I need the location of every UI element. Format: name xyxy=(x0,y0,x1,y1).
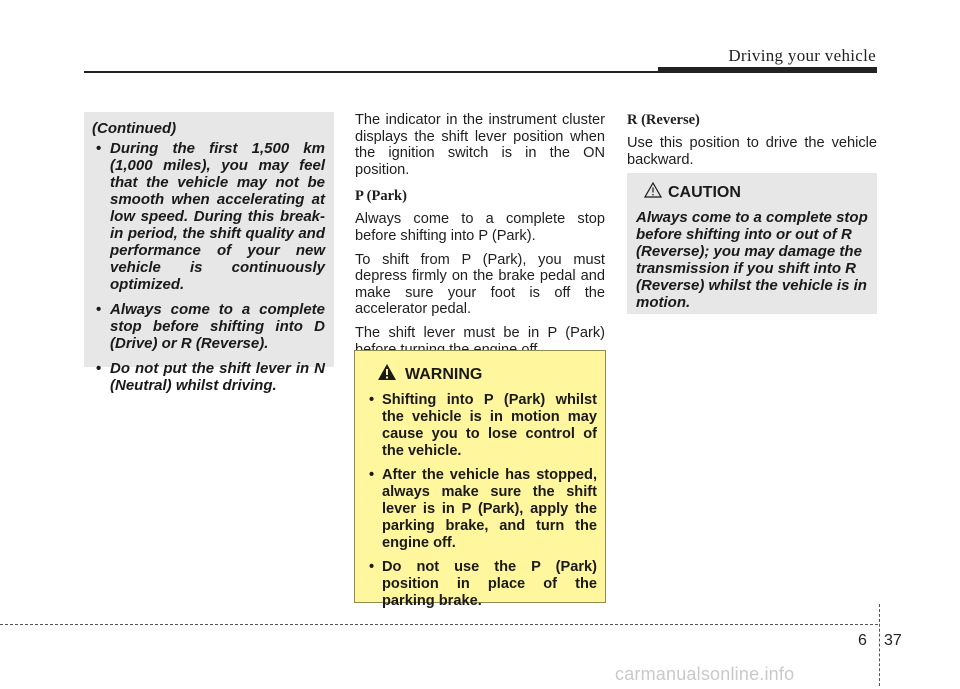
caution-box xyxy=(627,173,877,314)
continued-note-box xyxy=(84,112,334,394)
chapter-number: 6 xyxy=(858,632,867,649)
warning-triangle-icon xyxy=(377,363,397,386)
warning-box xyxy=(354,350,606,609)
caution-text: Always come to a complete stop before shifting into or out of R (Reverse); you may damage the transmission if you shift into R (Reverse) whilst the vehicle is in motion. xyxy=(636,209,868,311)
park-heading: P (Park) xyxy=(355,188,407,205)
continued-item: • Always come to a complete stop before shifting into D (Drive) or R (Reverse). xyxy=(92,301,325,352)
continued-item: • Do not put the shift lever in N (Neutral) whilst driving. xyxy=(92,360,325,394)
park-paragraph: The shift lever must be in P (Park) xyxy=(355,324,605,341)
park-paragraph: Always come to a complete stop before shifting into P (Park). xyxy=(355,211,605,244)
reverse-heading: R (Reverse) xyxy=(627,112,700,128)
watermark: carmanualsonline.info xyxy=(615,664,795,684)
page-number: 37 xyxy=(884,632,902,649)
caution-label: CAUTION xyxy=(668,183,741,201)
continued-title: (Continued) xyxy=(92,120,177,137)
middle-column xyxy=(355,112,605,365)
caution-triangle-icon xyxy=(644,182,662,203)
footer-divider xyxy=(879,604,880,686)
page-section-title: Driving your vehicle xyxy=(728,46,876,65)
continued-list xyxy=(92,140,325,394)
warning-header xyxy=(377,363,597,386)
warning-item: • After the vehicle has stopped, always make sure the shift lever is in P (Park), apply the parking brake, and turn the engine off. xyxy=(365,467,597,552)
indicator-intro: The indicator in the instrument cluster displays the shift lever position when the ignition switch is in the ON position. xyxy=(355,112,605,178)
park-paragraph: To shift from P (Park), you must depress firmly on the brake pedal and make sure your foot is off the accelerator pedal. xyxy=(355,251,605,318)
warning-list xyxy=(365,392,597,610)
warning-label: WARNING xyxy=(405,365,483,383)
footer-rule xyxy=(0,624,878,625)
right-column xyxy=(627,112,877,175)
reverse-paragraph: Use this position to drive the vehicle backward. xyxy=(627,135,877,168)
caution-header xyxy=(644,182,869,203)
warning-item: • Do not use the P (Park) position in place of the parking brake. xyxy=(365,559,597,610)
header-rule-accent xyxy=(658,67,877,73)
continued-item: • During the first 1,500 km (1,000 miles), you may feel that the vehicle may not be smooth when accelerating at low speed. During this break-in period, the shift quality and performance of your new vehicle is continuously optimized. xyxy=(92,140,325,293)
warning-item: • Shifting into P (Park) whilst the vehicle is in motion may cause you to lose control of the vehicle. xyxy=(365,392,597,460)
header-rule xyxy=(84,71,660,73)
